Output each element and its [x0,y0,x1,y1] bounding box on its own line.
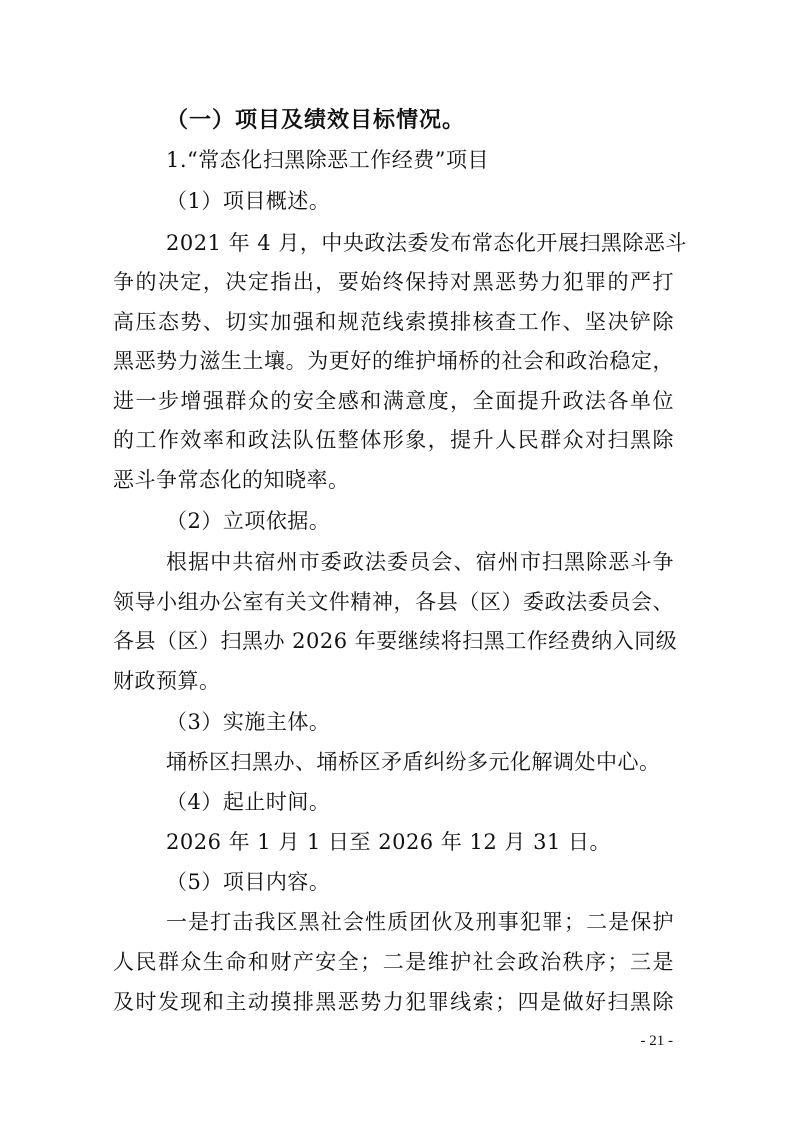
content-line: 一是打击我区黑社会性质团伙及刑事犯罪；二是保护 [166,910,674,934]
overview-line: 恶斗争常态化的知晓率。 [113,468,350,492]
project-title: 1.“常态化扫黑除恶工作经费”项目 [166,148,490,172]
content-line: 及时发现和主动摸排黑恶势力犯罪线索；四是做好扫黑除 [113,990,674,1014]
basis-title: （2）立项依据。 [166,509,331,533]
section-heading: （一）项目及绩效目标情况。 [166,108,466,133]
overview-line: 黑恶势力滋生土壤。为更好的维护埇桥的社会和政治稳定， [113,349,674,373]
content-line: 人民群众生命和财产安全；二是维护社会政治秩序；三是 [113,950,674,974]
page-number: - 21 - [640,1033,673,1049]
basis-line: 财政预算。 [113,669,221,693]
content-title: （5）项目内容。 [166,870,331,894]
overview-title: （1）项目概述。 [166,189,331,213]
period-text: 2026 年 1 月 1 日至 2026 年 12 月 31 日。 [166,830,611,854]
subject-text: 埇桥区扫黑办、埇桥区矛盾纠纷多元化解调处中心。 [166,750,661,774]
overview-line: 进一步增强群众的安全感和满意度，全面提升政法各单位 [113,389,674,413]
subject-title: （3）实施主体。 [166,710,331,734]
basis-line: 根据中共宿州市委政法委员会、宿州市扫黑除恶斗争 [166,550,674,574]
basis-line: 领导小组办公室有关文件精神，各县（区）委政法委员会、 [113,590,674,614]
overview-line: 2021 年 4 月，中央政法委发布常态化开展扫黑除恶斗 [166,231,687,255]
overview-line: 高压态势、切实加强和规范线索摸排核查工作、坚决铲除 [113,310,674,334]
overview-line: 的工作效率和政法队伍整体形象，提升人民群众对扫黑除 [113,428,674,452]
basis-line: 各县（区）扫黑办 2026 年要继续将扫黑工作经费纳入同级 [113,629,678,653]
period-title: （4）起止时间。 [166,790,331,814]
overview-line: 争的决定，决定指出，要始终保持对黑恶势力犯罪的严打 [113,270,674,294]
